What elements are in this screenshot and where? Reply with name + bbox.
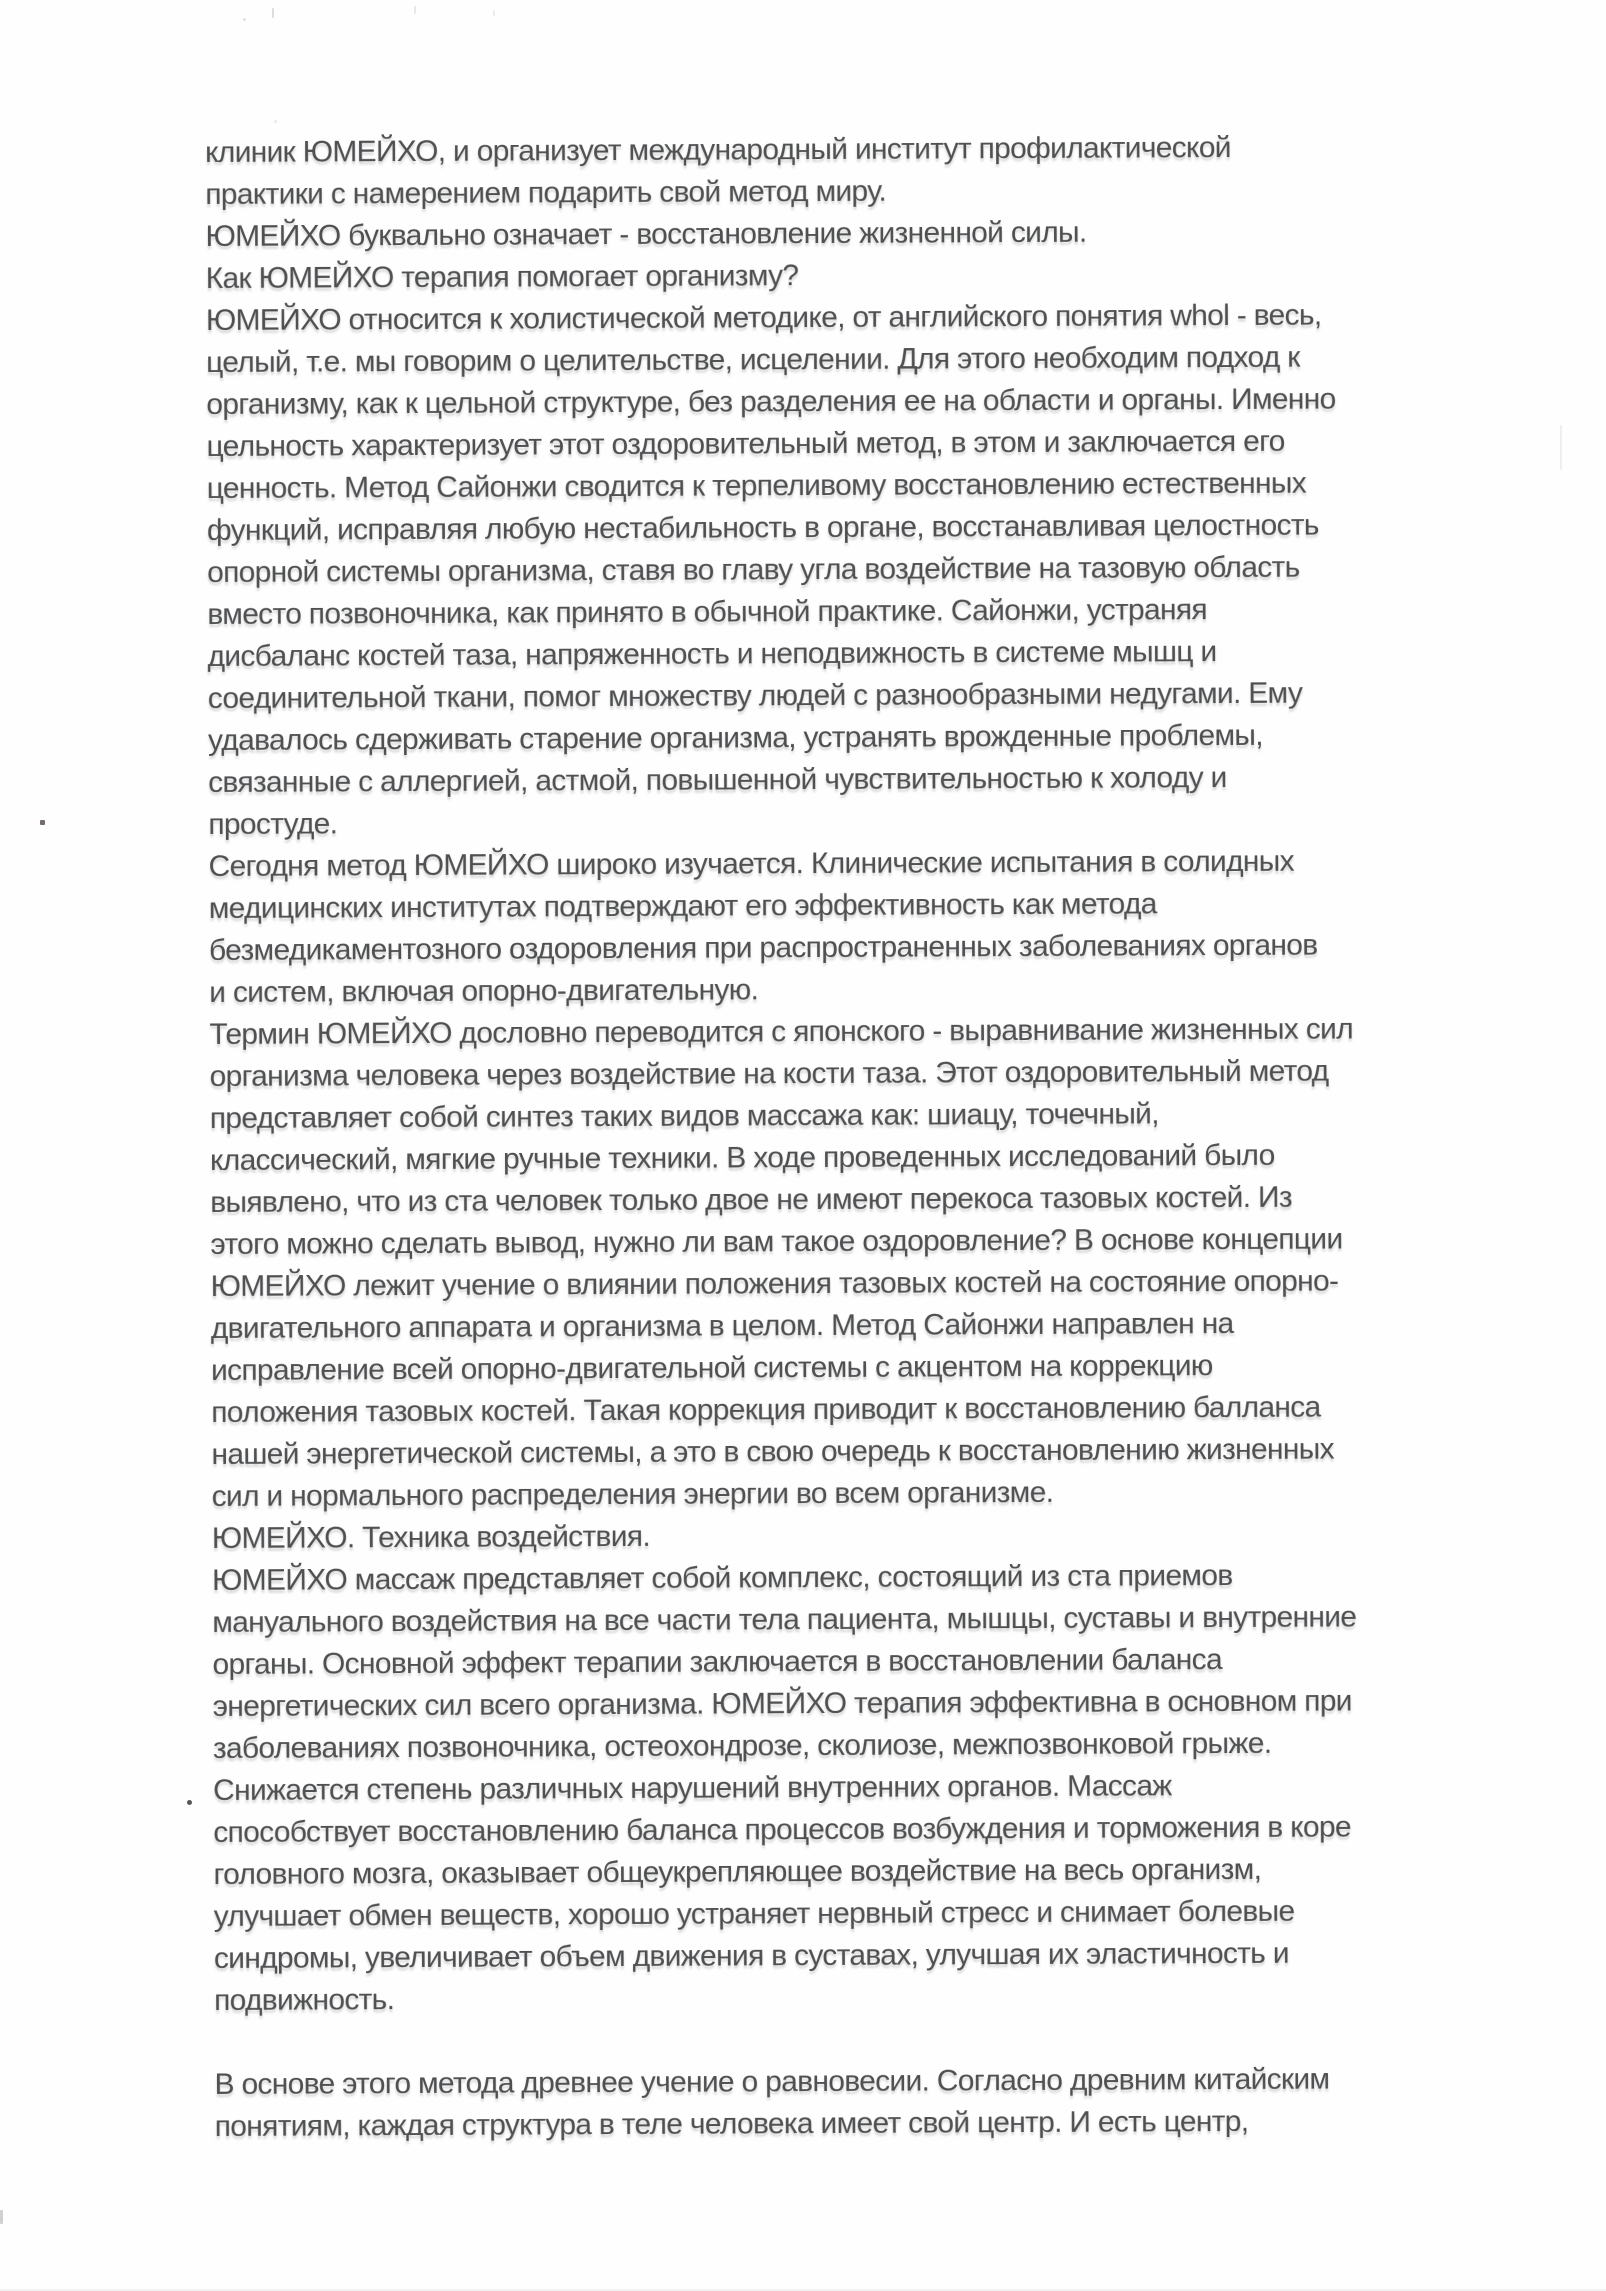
scan-speck <box>274 120 277 123</box>
text-line: понятиям, каждая структура в теле человека имеет свой центр. И есть центр, <box>214 2104 1249 2143</box>
text-line: энергетических сил всего организма. ЮМЕЙХО терапия эффективна в основном при <box>212 1684 1352 1723</box>
scan-speck <box>272 8 274 18</box>
scan-speck <box>414 6 416 14</box>
text-line: клиник ЮМЕЙХО, и организует международный институт профилактической <box>205 130 1231 169</box>
text-line: простуде. <box>208 807 338 841</box>
text-line: органы. Основной эффект терапии заключается в восстановлении баланса <box>212 1643 1223 1681</box>
scan-speck <box>0 2210 3 2224</box>
scan-speck <box>187 1800 192 1805</box>
text-line: организма человека через воздействие на кости таза. Этот оздоровительный метод <box>209 1054 1329 1093</box>
text-line: удавалось сдерживать старение организма, устранять врожденные проблемы, <box>207 718 1263 757</box>
scan-speck <box>40 820 45 825</box>
text-line: медицинских институтах подтверждают его эффективность как метода <box>208 887 1157 925</box>
text-line: ЮМЕЙХО лежит учение о влиянии положения тазовых костей на состояние опорно- <box>210 1264 1339 1303</box>
text-line: нашей энергетической системы, а это в свою очередь к восстановлению жизненных <box>211 1432 1334 1471</box>
text-line: представляет собой синтез таких видов массажа как: шиацу, точечный, <box>209 1097 1159 1135</box>
text-line: Снижается степень различных нарушений внутренних органов. Массаж <box>213 1769 1172 1807</box>
text-line: опорной системы организма, ставя во главу угла воздействие на тазовую область <box>207 550 1300 589</box>
text-line: функций, исправляя любую нестабильность в органе, восстанавливая целостность <box>206 508 1319 547</box>
text-line: улучшает обмен веществ, хорошо устраняет нервный стресс и снимает болевые <box>213 1894 1295 1933</box>
text-line: способствует восстановлению баланса процессов возбуждения и торможения в коре <box>213 1810 1352 1849</box>
text-line: сил и нормального распределения энергии во всем организме. <box>211 1475 1054 1513</box>
text-line: организму, как к цельной структуре, без разделения ее на области и органы. Именно <box>206 382 1336 421</box>
text-line: головного мозга, оказывает общеукрепляющее воздействие на весь организм, <box>213 1852 1262 1891</box>
text-line: связанные с аллергией, астмой, повышенной чувствительностью к холоду и <box>208 761 1227 799</box>
text-line: соединительной ткани, помог множеству людей с разнообразными недугами. Ему <box>207 676 1303 715</box>
text-line: Термин ЮМЕЙХО дословно переводится с японского - выравнивание жизненных сил <box>209 1012 1353 1051</box>
text-line: этого можно сделать вывод, нужно ли вам такое оздоровление? В основе концепции <box>210 1222 1343 1261</box>
scan-speck <box>493 10 495 16</box>
text-line: положения тазовых костей. Такая коррекция приводит к восстановлению балланса <box>211 1390 1321 1429</box>
scan-speck <box>1560 425 1562 470</box>
text-line: цельность характеризует этот оздоровительный метод, в этом и заключается его <box>206 424 1285 463</box>
text-line: заболеваниях позвоночника, остеохондрозе, сколиозе, межпозвонковой грыже. <box>212 1726 1272 1765</box>
text-line: ЮМЕЙХО. Техника воздействия. <box>211 1519 651 1555</box>
text-line: Сегодня метод ЮМЕЙХО широко изучается. Клинические испытания в солидных <box>208 844 1294 883</box>
text-line: вместо позвоночника, как принято в обычной практике. Сайонжи, устраняя <box>207 593 1208 631</box>
text-line: ЮМЕЙХО буквально означает - восстановление жизненной силы. <box>205 215 1087 253</box>
text-line: мануального воздействия на все части тела пациента, мышцы, суставы и внутренние <box>212 1600 1357 1639</box>
text-line: ЮМЕЙХО массаж представляет собой комплекс, состоящий из ста приемов <box>211 1558 1233 1597</box>
blank-line <box>214 2016 1534 2064</box>
text-line: исправление всей опорно-двигательной системы с акцентом на коррекцию <box>210 1349 1213 1387</box>
text-line: целый, т.е. мы говорим о целительстве, исцелении. Для этого необходим подход к <box>206 340 1300 379</box>
text-line: безмедикаментозного оздоровления при распространенных заболеваниях органов <box>208 928 1318 967</box>
text-block <box>205 126 1535 2148</box>
scan-speck <box>243 18 246 21</box>
text-line: выявлено, что из ста человек только двое не имеют перекоса тазовых костей. Из <box>210 1180 1292 1219</box>
text-line: практики с намерением подарить свой метод миру. <box>205 174 887 211</box>
text-line: ценность. Метод Сайонжи сводится к терпеливому восстановлению естественных <box>206 466 1307 505</box>
text-line: подвижность. <box>214 1983 395 2017</box>
text-line: дисбаланс костей таза, напряженность и неподвижность в системе мышц и <box>207 635 1217 673</box>
text-line: Как ЮМЕЙХО терапия помогает организму? <box>205 259 799 295</box>
text-line: синдромы, увеличивает объем движения в суставах, улучшая их эластичность и <box>213 1936 1289 1975</box>
text-line: двигательного аппарата и организма в целом. Метод Сайонжи направлен на <box>210 1306 1234 1345</box>
text-line: и систем, включая опорно-двигательную. <box>209 973 759 1009</box>
text-line: В основе этого метода древнее учение о равновесии. Согласно древним китайским <box>214 2062 1330 2101</box>
text-line: классический, мягкие ручные техники. В ходе проведенных исследований было <box>209 1138 1275 1177</box>
text-line: ЮМЕЙХО относится к холистической методике, от английского понятия whol - весь, <box>205 298 1322 337</box>
